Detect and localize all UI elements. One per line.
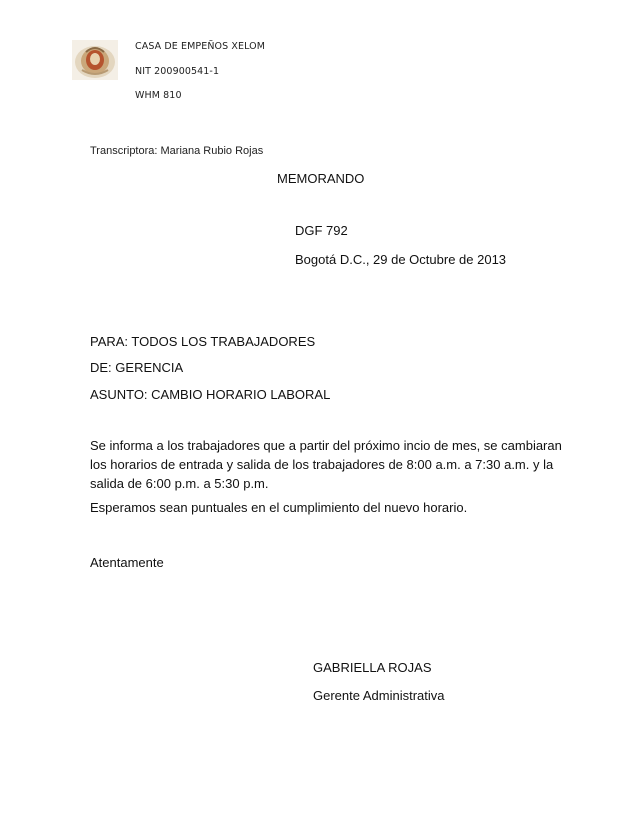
signature-name: GABRIELLA ROJAS: [313, 660, 432, 675]
memo-place-date: Bogotá D.C., 29 de Octubre de 2013: [295, 252, 507, 267]
signature-title: Gerente Administrativa: [313, 688, 445, 703]
memo-title: MEMORANDO: [277, 171, 365, 186]
memo-subject: ASUNTO: CAMBIO HORARIO LABORAL: [90, 387, 331, 402]
transcriber-line: Transcriptora: Mariana Rubio Rojas: [90, 145, 264, 157]
memo-from: DE: GERENCIA: [90, 360, 184, 375]
company-name: CASA DE EMPEÑOS XELOM: [135, 41, 265, 52]
company-nit: NIT 200900541-1: [135, 66, 220, 77]
memo-reference: DGF 792: [295, 223, 348, 238]
memo-body-paragraph-2: Esperamos sean puntuales en el cumplimiento del nuevo horario.: [90, 500, 468, 515]
memo-to: PARA: TODOS LOS TRABAJADORES: [90, 334, 316, 349]
memo-body-paragraph-1: Se informa a los trabajadores que a partir del próximo incio de mes, se cambiaran los horarios de entrada y salida de los trabajadores de 8:00 a.m. a 7:30 a.m. y la salida de 6:00 p.m. a 5:30 p.m.: [90, 438, 562, 491]
seal-logo-icon: [72, 40, 118, 80]
memo-closing: Atentamente: [90, 555, 164, 570]
company-code: WHM 810: [135, 90, 182, 101]
